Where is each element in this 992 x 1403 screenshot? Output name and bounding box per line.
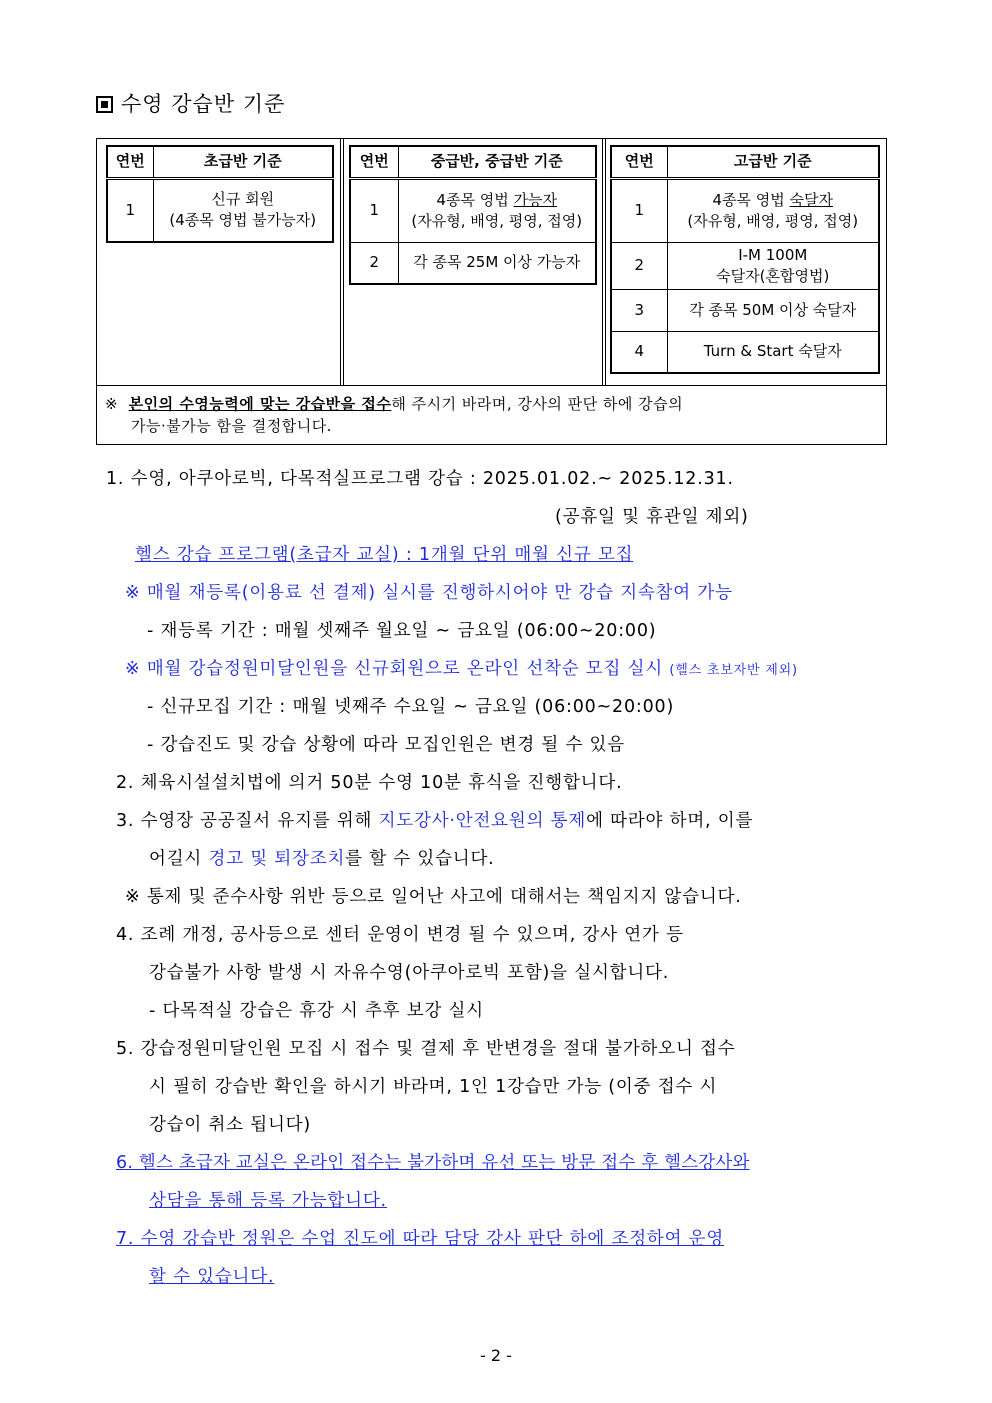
item-5-line3: 강습이 취소 됩니다) <box>149 1115 311 1135</box>
square-bullet-icon <box>96 96 113 113</box>
panel-divider <box>602 139 606 385</box>
row-no: 3 <box>611 289 667 331</box>
row-criteria: Turn & Start 숙달자 <box>667 331 879 373</box>
item-3-disclaimer: ※ 통제 및 준수사항 위반 등으로 일어난 사고에 대해서는 책임지지 않습니다. <box>125 887 742 907</box>
item-1-note: (공휴일 및 휴관일 제외) <box>555 507 749 527</box>
col-no-header: 연번 <box>611 146 667 178</box>
row-criteria: 각 종목 25M 이상 가능자 <box>398 242 596 284</box>
section-title: 수영 강습반 기준 <box>121 92 286 116</box>
item-4-line2: 강습불가 사항 발생 시 자유수영(아쿠아로빅 포함)을 실시합니다. <box>149 963 670 983</box>
item-7-line1: 7. 수영 강습반 정원은 수업 진도에 따라 담당 강사 판단 하에 조정하여 운영 <box>116 1229 725 1249</box>
criteria-note: ※ 본인의 수영능력에 맞는 강습반을 접수해 주시기 바라며, 강사의 판단 하에 강습의 가능·불가능 함을 결정합니다. <box>105 395 684 435</box>
health-program-notice: 헬스 강습 프로그램(초급자 교실) : 1개월 단위 매월 신규 모집 <box>135 545 634 565</box>
col-no-header: 연번 <box>350 146 398 178</box>
advanced-criteria-table <box>610 145 880 374</box>
reference-mark: ※ <box>105 395 119 413</box>
beginner-criteria-table <box>106 145 334 243</box>
item-3-line2: 어길시 경고 및 퇴장조치를 할 수 있습니다. <box>149 849 495 869</box>
row-criteria: I-M 100M 숙달자(혼합영법) <box>667 242 879 289</box>
item-4-line1: 4. 조례 개정, 공사등으로 센터 운영이 변경 될 수 있으며, 강사 연가 등 <box>116 925 684 945</box>
row-no: 1 <box>611 178 667 242</box>
re-registration-period: - 재등록 기간 : 매월 셋째주 월요일 ~ 금요일 (06:00~20:00) <box>147 621 657 641</box>
item-6-line1: 6. 헬스 초급자 교실은 온라인 접수는 불가하며 유선 또는 방문 접수 후 헬스강사와 <box>116 1153 750 1173</box>
panel-divider <box>340 139 344 385</box>
item-7-line2: 할 수 있습니다. <box>149 1267 275 1287</box>
col-title-header: 고급반 기준 <box>667 146 879 178</box>
item-5-line2: 시 필히 강습반 확인을 하시기 바라며, 1인 1강습만 가능 (이중 접수 시 <box>149 1077 718 1097</box>
item-6-line2: 상담을 통해 등록 가능합니다. <box>149 1191 387 1211</box>
row-no: 2 <box>350 242 398 284</box>
row-no: 4 <box>611 331 667 373</box>
col-title-header: 초급반 기준 <box>153 146 333 178</box>
item-2: 2. 체육시설설치법에 의거 50분 수영 10분 휴식을 진행합니다. <box>116 773 623 793</box>
re-registration-note: ※ 매월 재등록(이용료 선 결제) 실시를 진행하시어야 만 강습 지속참여 가능 <box>125 583 733 603</box>
item-5-line1: 5. 강습정원미달인원 모집 시 접수 및 결제 후 반변경을 절대 불가하오니 접수 <box>116 1039 736 1059</box>
recruit-change-note: - 강습진도 및 강습 상황에 따라 모집인원은 변경 될 수 있음 <box>147 735 625 755</box>
row-criteria: 각 종목 50M 이상 숙달자 <box>667 289 879 331</box>
item-1: 1. 수영, 아쿠아로빅, 다목적실프로그램 강습 : 2025.01.02.~ 2025.12.31. <box>106 469 734 489</box>
intermediate-criteria-table <box>349 145 597 285</box>
class-criteria-box <box>96 138 887 445</box>
col-no-header: 연번 <box>107 146 153 178</box>
row-criteria: 4종목 영법 가능자 (자유형, 배영, 평영, 접영) <box>398 178 596 242</box>
new-recruit-period: - 신규모집 기간 : 매월 넷째주 수요일 ~ 금요일 (06:00~20:00) <box>147 697 675 717</box>
new-recruit-note: ※ 매월 강습정원미달인원을 신규회원으로 온라인 선착순 모집 실시 (헬스 초보자반 제외) <box>125 659 798 679</box>
item-3-line1: 3. 수영장 공공질서 유지를 위해 지도강사·안전요원의 통제에 따라야 하며, 이를 <box>116 811 754 831</box>
page-number: - 2 - <box>480 1346 512 1365</box>
row-no: 1 <box>350 178 398 242</box>
row-no: 2 <box>611 242 667 289</box>
item-4-line3: - 다목적실 강습은 휴강 시 추후 보강 실시 <box>149 1001 484 1021</box>
section-heading <box>96 88 285 118</box>
row-criteria: 신규 회원 (4종목 영법 불가능자) <box>153 178 333 242</box>
col-title-header: 중급반, 중급반 기준 <box>398 146 596 178</box>
row-no: 1 <box>107 178 153 242</box>
note-divider <box>97 385 886 386</box>
row-criteria: 4종목 영법 숙달자 (자유형, 배영, 평영, 접영) <box>667 178 879 242</box>
